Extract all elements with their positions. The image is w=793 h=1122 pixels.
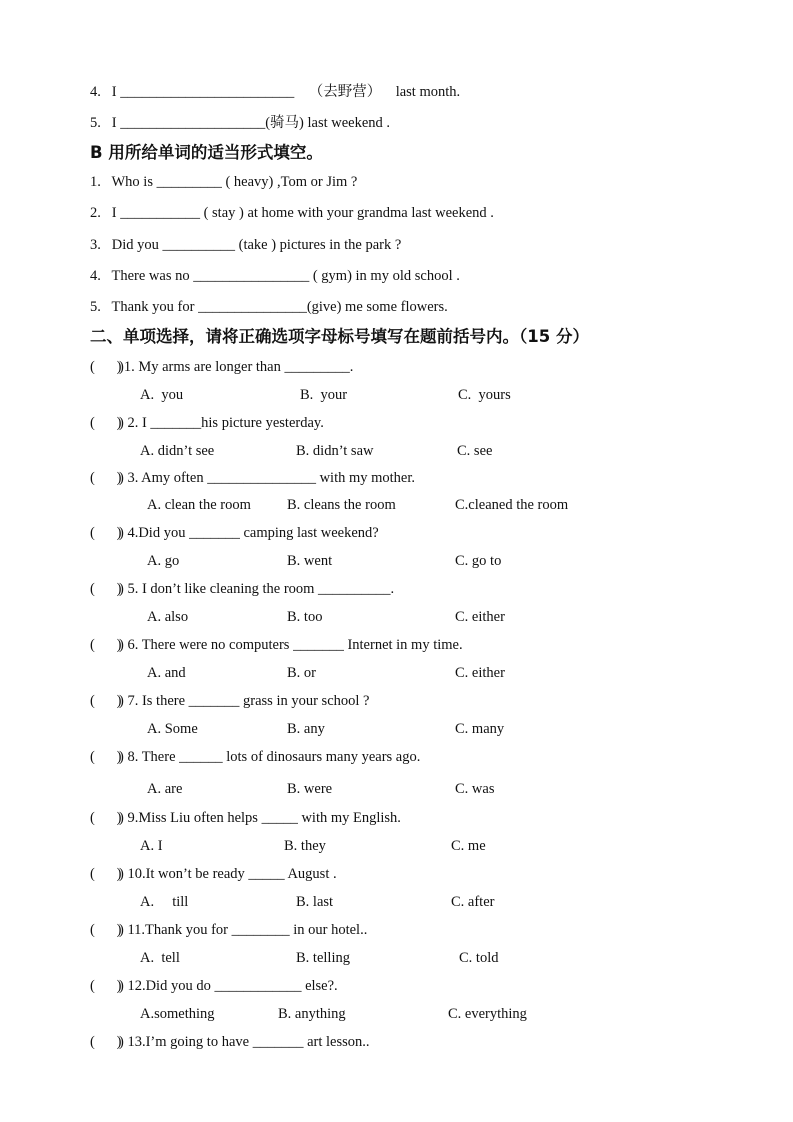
option-a: A. and [147,665,186,681]
part-b-heading: B 用所给单词的适当形式填空。 [90,143,323,162]
answer-bracket[interactable]: ( ) [90,922,122,938]
option-a: A. go [147,553,180,569]
question-text: ) 11.Thank you for ________ in our hotel.. [119,922,368,938]
question-text: ) 7. Is there _______ grass in your school ? [119,693,370,709]
question-text: ) 9.Miss Liu often helps _____ with my English. [119,810,401,826]
question-text: )1. My arms are longer than _________. [119,359,354,375]
option-c: C. yours [458,387,511,403]
option-b: B. they [284,838,326,854]
part-b-item-5: 5. Thank you for _______________(give) me some flowers. [90,299,448,315]
answer-bracket[interactable]: ( ) [90,525,122,541]
option-a: A. till [140,894,189,910]
option-b: B. didn’t saw [296,443,374,459]
option-c: C. go to [455,553,502,569]
option-c: C.cleaned the room [455,497,569,513]
option-c: C. everything [448,1006,527,1022]
question-text: ) 4.Did you _______ camping last weekend? [119,525,379,541]
option-b: B. your [300,387,348,403]
option-a: A. you [140,387,184,403]
question-text: ) 13.I’m going to have _______ art lesson.. [119,1034,370,1050]
option-a: A. clean the room [147,497,251,513]
answer-bracket[interactable]: ( ) [90,470,122,486]
question-text: ) 5. I don’t like cleaning the room __________. [119,581,395,597]
option-a: A. tell [140,950,180,966]
question-text: ) 2. I _______his picture yesterday. [119,415,324,431]
answer-bracket[interactable]: ( ) [90,581,122,597]
option-b: B. any [287,721,325,737]
option-c: C. was [455,781,495,797]
question-text: ) 12.Did you do ____________ else?. [119,978,338,994]
option-c: C. after [451,894,495,910]
answer-bracket[interactable]: ( ) [90,749,122,765]
answer-bracket[interactable]: ( ) [90,810,122,826]
option-a: A.something [140,1006,215,1022]
question-text: ) 6. There were no computers _______ Internet in my time. [119,637,463,653]
part-b-item-2: 2. I ___________ ( stay ) at home with your grandma last weekend . [90,205,494,221]
option-c: C. many [455,721,505,737]
answer-bracket[interactable]: ( ) [90,1034,122,1050]
option-b: B. went [287,553,333,569]
part-b-item-1: 1. Who is _________ ( heavy) ,Tom or Jim ? [90,174,358,190]
option-a: A. I [140,838,163,854]
answer-bracket[interactable]: ( ) [90,359,122,375]
option-a: A. Some [147,721,198,737]
answer-bracket[interactable]: ( ) [90,693,122,709]
part-a-item-4: 4. I ________________________ （去野营） last month. [90,84,461,100]
question-text: ) 10.It won’t be ready _____ August . [119,866,337,882]
option-b: B. last [296,894,334,910]
option-a: A. also [147,609,189,625]
part-b-item-3: 3. Did you __________ (take ) pictures in the park ? [90,237,402,253]
option-a: A. are [147,781,183,797]
answer-bracket[interactable]: ( ) [90,415,122,431]
question-text: ) 8. There ______ lots of dinosaurs many years ago. [119,749,421,765]
section-2-heading: 二、单项选择，请将正确选项字母标号填写在题前括号内。（15 分） [90,327,589,346]
option-b: B. anything [278,1006,346,1022]
option-b: B. too [287,609,323,625]
option-b: B. cleans the room [287,497,396,513]
option-b: B. telling [296,950,350,966]
option-a: A. didn’t see [140,443,215,459]
part-a-item-5: 5. I ____________________(骑马) last weekend . [90,115,391,131]
option-b: B. or [287,665,316,681]
answer-bracket[interactable]: ( ) [90,978,122,994]
option-b: B. were [287,781,333,797]
option-c: C. me [451,838,486,854]
answer-bracket[interactable]: ( ) [90,637,122,653]
option-c: C. told [459,950,499,966]
option-c: C. either [455,665,505,681]
option-c: C. either [455,609,505,625]
option-c: C. see [457,443,493,459]
part-b-item-4: 4. There was no ________________ ( gym) in my old school . [90,268,460,284]
question-text: ) 3. Amy often _______________ with my mother. [119,470,416,486]
answer-bracket[interactable]: ( ) [90,866,122,882]
